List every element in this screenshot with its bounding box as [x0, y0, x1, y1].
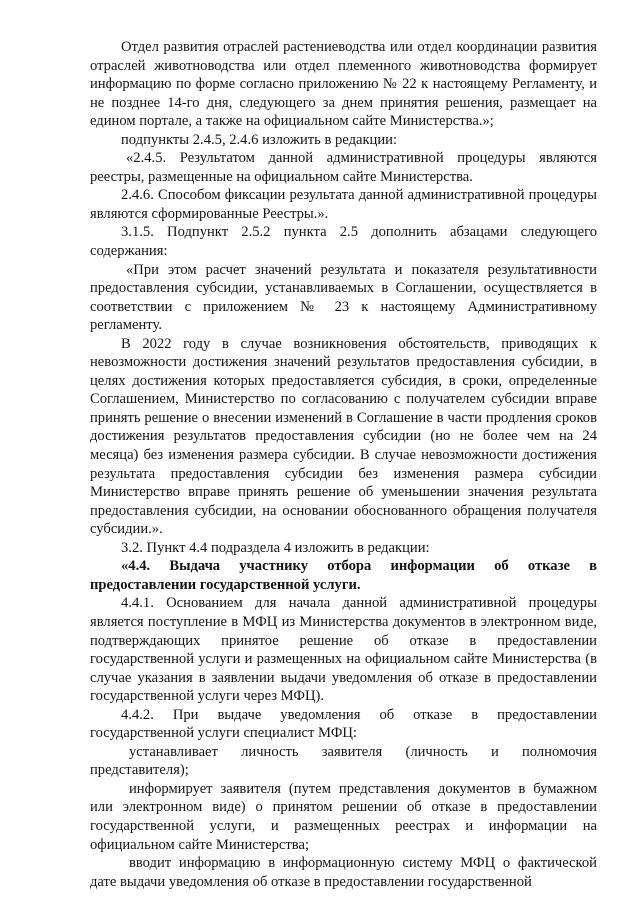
heading-4-4: «4.4. Выдача участнику отбора информации об отказе в предоставлении государственной услуги. [90, 558, 597, 593]
paragraph-informs-applicant: информирует заявителя (путем представления документов в бумажном или электронном виде) о принятом решении об отказе в предоставлении государственной услуги, и размещенных реестрах и информации на официальном сайте Министерства; [90, 780, 597, 853]
paragraph-enters-information: вводит информацию в информационную систему МФЦ о фактической дате выдачи уведомления об отказе в предоставлении государственной [90, 855, 597, 890]
document-page [90, 38, 597, 891]
paragraph-2022-circumstances: В 2022 году в случае возникновения обстоятельств, приводящих к невозможности достижения значений результатов предоставления субсидии, в целях достижения которых предоставляется субсидия, в сроки, определенные Соглашением, Министерство по согласованию с получателем субсидии вправе принять решение о внесении изменений в Соглашение в части продления сроков достижения результатов предоставления субсидии (но не более чем на 24 месяца) без изменения размера субсидии. В случае невозможности достижения результата предоставления субсидии без изменения размера субсидии Министерство вправе принять решение об уменьшении значения результата предоставления субсидии, на основании обоснованного обращения получателя субсидии.». [90, 335, 597, 538]
paragraph-3-2: 3.2. Пункт 4.4 подраздела 4 изложить в редакции: [121, 539, 430, 556]
paragraph-identity-check: устанавливает личность заявителя (личность и полномочия представителя); [90, 743, 597, 779]
paragraph-4-4-2: 4.4.2. При выдаче уведомления об отказе в предоставлении государственной услуги специалист МФЦ: [90, 706, 597, 742]
paragraph-mfc-info-placement: Отдел развития отраслей растениеводства или отдел координации развития отраслей животноводства или отдел племенного животноводства формирует информацию по форме согласно приложению № 22 к настоящему Регламенту, и не позднее 14-го дня, следующего за днем принятия решения, размещает на едином портале, а также на официальном сайте Министерства.»; [90, 39, 597, 130]
paragraph-result-calculation: «При этом расчет значений результата и показателя результативности предоставления субсидии, устанавливаемых в Соглашении, осуществляется в соответствии с приложением № 23 к настоящему Административному регламенту. [90, 261, 597, 334]
paragraph-4-4-1: 4.4.1. Основанием для начала данной административной процедуры является поступление в МФЦ из Министерства документов в электронном виде, подтверждающих принятое решение об отказе в предоставлении государственной услуги и размещенных на официальном сайте Министерства (в случае указания в заявлении выдачи уведомления об отказе в предоставлении государственной услуги через МФЦ). [90, 595, 597, 705]
paragraph-2-4-5: «2.4.5. Результатом данной административной процедуры являются реестры, размещенные на официальном сайте Министерства. [90, 150, 597, 185]
paragraph-subpoints-2-4-5-2-4-6: подпункты 2.4.5, 2.4.6 изложить в редакции: [121, 131, 398, 148]
paragraph-3-1-5: 3.1.5. Подпункт 2.5.2 пункта 2.5 дополнить абзацами следующего содержания: [90, 224, 597, 260]
paragraph-2-4-6: 2.4.6. Способом фиксации результата данной административной процедуры являются сформированные Реестры.». [90, 187, 597, 222]
